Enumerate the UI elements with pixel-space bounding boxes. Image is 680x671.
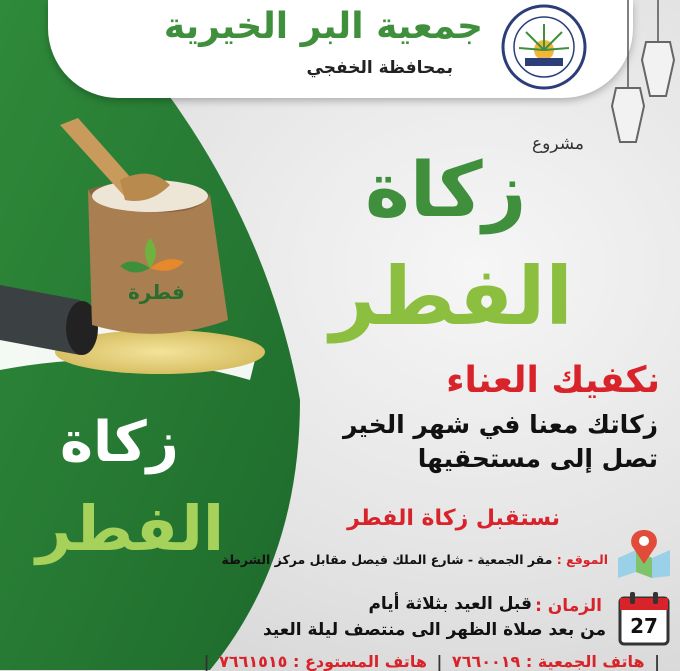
phone-warehouse: هاتف المستودع : ٧٦٦١٥١٥ (219, 652, 427, 671)
project-label: مشروع (532, 134, 585, 154)
left-zakat-word: زكاة (60, 410, 179, 475)
left-panel-artwork (0, 0, 300, 670)
tagline-line-1: زكاتك معنا في شهر الخير (342, 410, 658, 439)
organization-subtitle: بمحافظة الخفجي (306, 58, 453, 78)
receive-notice: نستقبل زكاة الفطر (347, 506, 560, 531)
headline-fitr: الفطر (330, 250, 573, 343)
left-green-panel (0, 0, 300, 670)
location-text: مقر الجمعية - شارع الملك فيصل مقابل مركز الشرطة (221, 552, 553, 567)
header-banner (48, 0, 633, 98)
charity-seal-icon (501, 4, 587, 90)
bag-logo-text: فطرة (128, 280, 185, 304)
time-label: الزمان : (535, 596, 602, 616)
map-pin-icon (616, 528, 672, 578)
tagline-line-2: تصل إلى مستحقيها (417, 444, 658, 473)
lantern-icon (608, 0, 678, 150)
phone-association: هاتف الجمعية : ٧٦٦٠٠١٩ (451, 652, 645, 671)
time-line-1: قبل العيد بثلاثة أيام (368, 594, 532, 614)
time-line-2: من بعد صلاة الظهر الى منتصف ليلة العيد (263, 620, 606, 640)
calendar-day: 27 (630, 614, 658, 638)
slogan: نكفيك العناء (446, 360, 660, 401)
organization-title: جمعية البر الخيرية (163, 6, 483, 47)
left-fitr-word: الفطر (36, 492, 225, 565)
location-row (221, 552, 608, 567)
location-label: الموقع : (556, 552, 608, 567)
footer-phones: | هاتف الجمعية : ٧٦٦٠٠١٩ | هاتف المستودع : ٧٦٦١٥١٥ | (203, 652, 660, 671)
headline-zakat: زكاة (365, 145, 527, 234)
